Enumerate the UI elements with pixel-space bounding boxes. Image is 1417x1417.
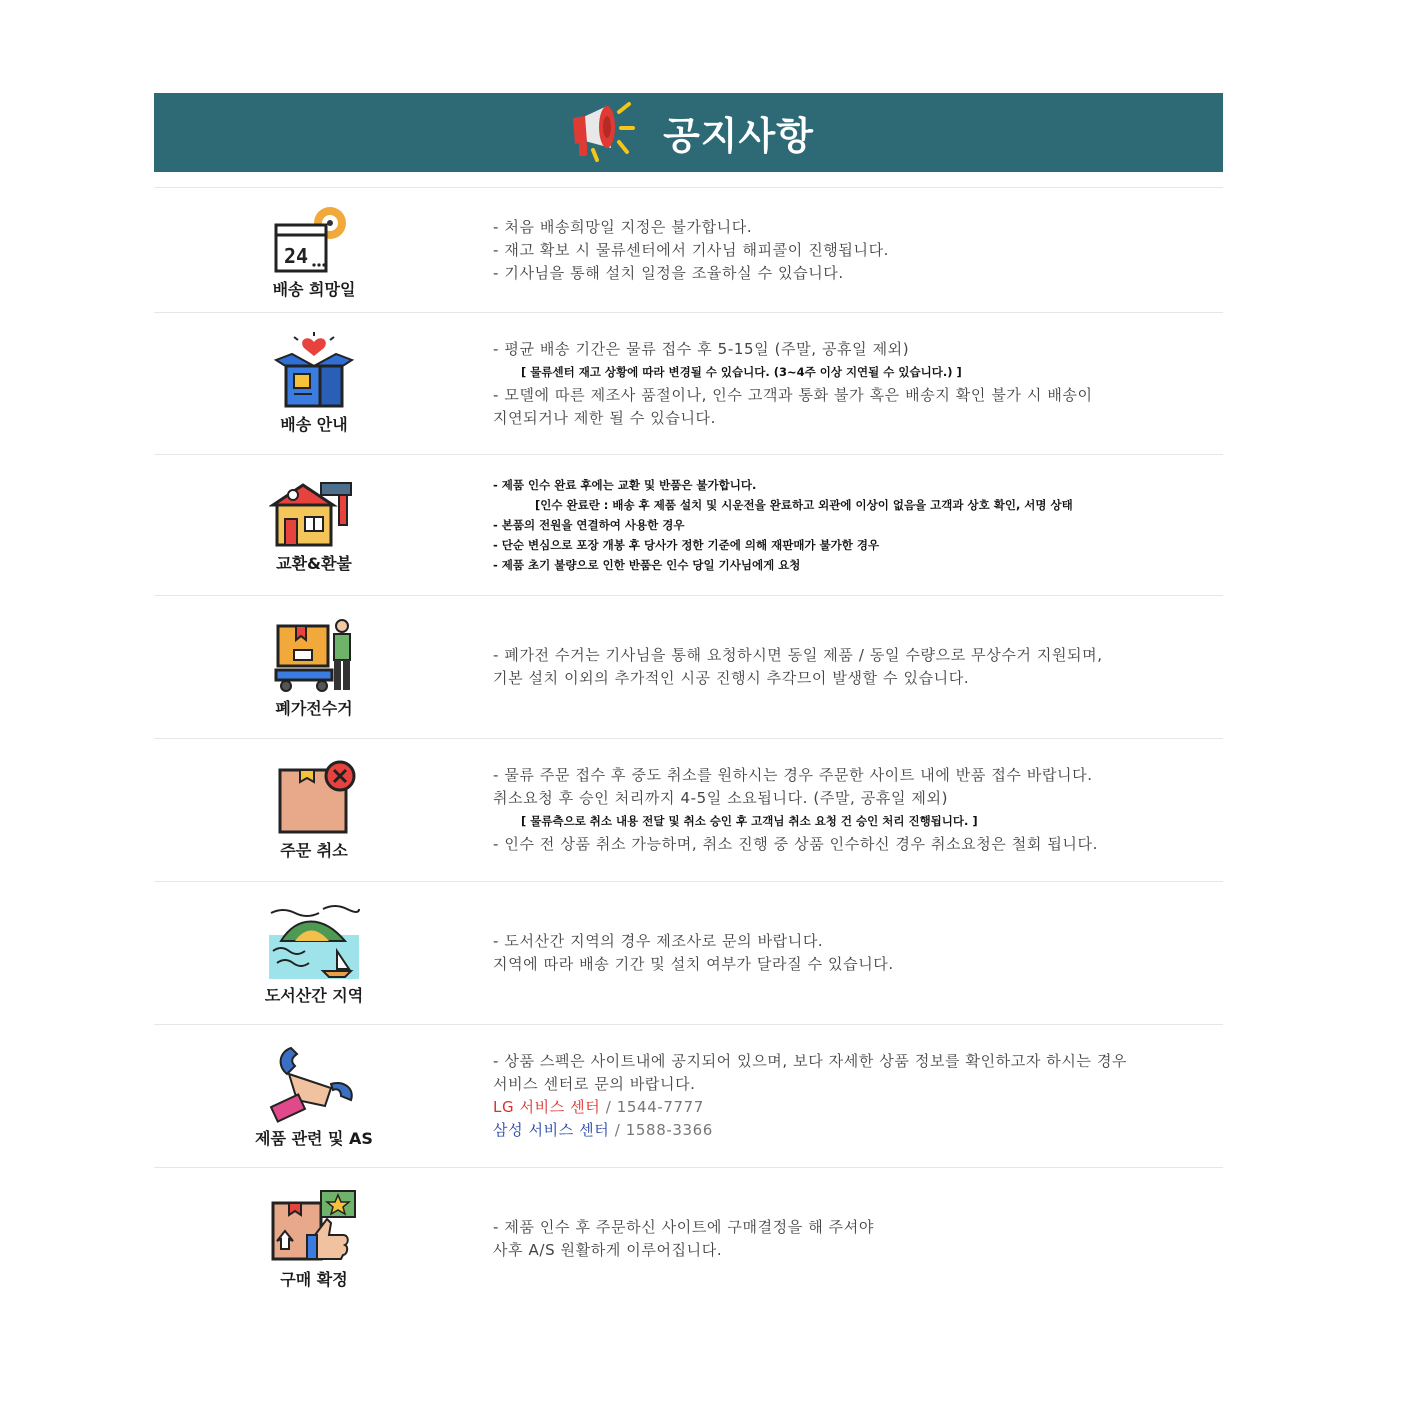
notice-line: - 물류 주문 접수 후 중도 취소를 원하시는 경우 주문한 사이트 내에 반품 접수 바랍니다. — [493, 766, 1093, 784]
samsung-service-name: 삼성 서비스 센터 — [493, 1121, 610, 1139]
section-remote-area — [154, 881, 1223, 1024]
section-purchase-confirm — [154, 1167, 1223, 1310]
megaphone-icon — [563, 100, 635, 166]
notice-header — [154, 93, 1223, 172]
samsung-service-phone: 1588-3366 — [625, 1121, 713, 1139]
notice-line: - 인수 전 상품 취소 가능하며, 취소 진행 중 상품 인수하신 경우 취소요청은 철회 됩니다. — [493, 835, 1098, 853]
notice-line: - 제품 인수 완료 후에는 교환 및 반품은 불가합니다. — [493, 478, 757, 492]
notice-line: - 도서산간 지역의 경우 제조사로 문의 바랍니다. — [493, 932, 824, 950]
gift-box-icon — [272, 332, 356, 410]
notice-line: - 본품의 전원을 연결하여 사용한 경우 — [493, 518, 685, 532]
notice-line: - 제품 초기 불량으로 인한 반품은 인수 당일 기사님에게 요청 — [493, 558, 801, 572]
section-delivery-info — [154, 312, 1223, 454]
section-label: 교환&환불 — [276, 553, 352, 573]
box-cancel-icon — [272, 760, 356, 836]
notice-line: 사후 A/S 원활하게 이루어집니다. — [493, 1241, 723, 1259]
notice-board — [154, 93, 1223, 1310]
separator: / — [609, 1121, 626, 1139]
separator: / — [600, 1098, 617, 1116]
section-exchange-refund — [154, 454, 1223, 595]
lg-service-line — [493, 1096, 1223, 1119]
section-label: 주문 취소 — [280, 840, 348, 860]
notice-line: - 제품 인수 후 주문하신 사이트에 구매결정을 해 주셔야 — [493, 1218, 874, 1236]
notice-line: - 재고 확보 시 물류센터에서 기사님 해피콜이 진행됩니다. — [493, 240, 890, 259]
notice-line: - 폐가전 수거는 기사님을 통해 요청하시면 동일 제품 / 동일 수량으로 무상수거 지원되며, — [493, 646, 1103, 664]
house-repair-icon — [269, 477, 359, 549]
package-thumbs-up-icon — [269, 1189, 359, 1265]
notice-line: - 평균 배송 기간은 물류 접수 후 5-15일 (주말, 공휴일 제외) — [493, 339, 910, 358]
island-icon — [267, 901, 361, 981]
section-label: 배송 희망일 — [272, 279, 356, 299]
notice-line: - 기사님을 통해 설치 일정을 조율하실 수 있습니다. — [493, 263, 844, 282]
section-label: 배송 안내 — [280, 415, 348, 434]
notice-note: [ 물류측으로 취소 내용 전달 및 취소 승인 후 고객님 취소 요청 건 승인 처리 진행됩니다. ] — [521, 814, 978, 828]
notice-line: 취소요청 후 승인 처리까지 4-5일 소요됩니다. (주말, 공휴일 제외) — [493, 789, 949, 807]
lg-service-name: LG 서비스 센터 — [493, 1098, 601, 1116]
section-label: 구매 확정 — [280, 1269, 348, 1289]
section-label: 폐가전수거 — [275, 698, 353, 718]
notice-line: - 모델에 따른 제조사 품절이나, 인수 고객과 통화 불가 혹은 배송지 확인 불가 시 배송이 — [493, 385, 1093, 404]
notice-line: 지연되거나 제한 될 수 있습니다. — [493, 408, 717, 427]
section-product-as — [154, 1024, 1223, 1167]
notice-note: [ 물류센터 재고 상황에 따라 변경될 수 있습니다. (3~4주 이상 지연될 수 있습니다.) ] — [521, 364, 962, 379]
notice-note: [인수 완료란 : 배송 후 제품 설치 및 시운전을 완료하고 외관에 이상이 없음을 고객과 상호 확인, 서명 상태 — [535, 498, 1073, 512]
notice-line: 서비스 센터로 문의 바랍니다. — [493, 1075, 696, 1093]
notice-line: - 상품 스펙은 사이트내에 공지되어 있으며, 보다 자세한 상품 정보를 확인하고자 하시는 경우 — [493, 1052, 1128, 1070]
notice-line: - 처음 배송희망일 지정은 불가합니다. — [493, 217, 753, 236]
notice-line: 기본 설치 이외의 추가적인 시공 진행시 추각므이 발생할 수 있습니다. — [493, 669, 970, 687]
delivery-man-icon — [272, 616, 356, 694]
section-appliance-pickup — [154, 595, 1223, 738]
phone-hand-icon — [269, 1044, 359, 1124]
page-title: 공지사항 — [663, 114, 814, 158]
section-label: 도서산간 지역 — [264, 985, 364, 1005]
notice-line: - 단순 변심으로 포장 개봉 후 당사가 정한 기준에 의해 재판매가 불가한 경우 — [493, 538, 880, 552]
svg-text:24: 24 — [284, 243, 309, 268]
calendar-gear-icon — [272, 201, 356, 275]
section-label: 제품 관련 및 AS — [255, 1128, 373, 1148]
section-delivery-date — [154, 187, 1223, 312]
section-order-cancel — [154, 738, 1223, 881]
notice-line: 지역에 따라 배송 기간 및 설치 여부가 달라질 수 있습니다. — [493, 955, 894, 973]
lg-service-phone: 1544-7777 — [616, 1098, 704, 1116]
samsung-service-line — [493, 1119, 1223, 1142]
